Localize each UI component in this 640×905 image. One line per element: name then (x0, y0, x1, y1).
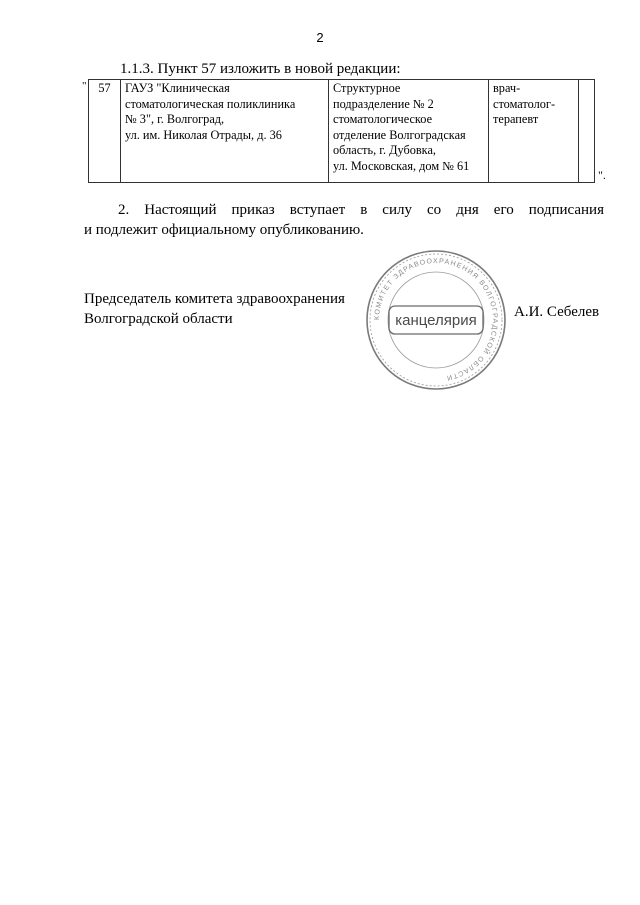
amendment-table (88, 79, 595, 183)
organization-cell (121, 80, 329, 183)
stamp-center-text: канцелярия (395, 312, 477, 329)
section-heading: 1.1.3. Пункт 57 изложить в новой редакции: (120, 61, 401, 77)
subdivision-line: подразделение № 2 (333, 96, 434, 111)
organization-line: ГАУЗ "Клиническая (125, 81, 230, 95)
subdivision-line: стоматологическое (333, 112, 433, 126)
paragraph-2 (84, 200, 604, 240)
subdivision-cell (329, 80, 489, 183)
subdivision-line: область, г. Дубовка, (333, 143, 436, 157)
open-quote: " (82, 80, 87, 92)
close-quote: ". (598, 168, 606, 182)
chancellery-stamp (364, 248, 508, 392)
row-number: 57 (89, 80, 121, 183)
position-line: терапевт (493, 112, 539, 126)
position-cell (489, 80, 579, 183)
paragraph-line: и подлежит официальному опубликованию. (84, 222, 364, 238)
subdivision-line: ул. Московская, дом № 61 (333, 158, 470, 173)
organization-line: ул. им. Николая Отрады, д. 36 (125, 127, 282, 142)
signer-name: А.И. Себелев (514, 304, 600, 320)
organization-line: № 3", г. Волгоград, (125, 112, 225, 126)
position-line: врач- (493, 81, 521, 95)
paragraph-line: 2. Настоящий приказ вступает в силу со дня его подписания (118, 202, 604, 218)
stamp-ring-text-path: КОМИТЕТ ЗДРАВООХРАНЕНИЯ ВОЛГОГРАДСКОЙ ОБЛАСТИ (373, 257, 499, 382)
subdivision-line: Структурное (333, 81, 401, 95)
signer-title-line: Волгоградской области (84, 311, 233, 327)
table-row (89, 80, 595, 183)
signer-title-line: Председатель комитета здравоохранения (84, 291, 345, 307)
position-line: стоматолог- (493, 96, 556, 111)
organization-line: стоматологическая поликлиника (125, 96, 296, 111)
page-number: 2 (316, 30, 324, 45)
extra-cell (579, 80, 595, 183)
subdivision-line: отделение Волгоградская (333, 127, 466, 142)
signer-title (84, 289, 345, 329)
